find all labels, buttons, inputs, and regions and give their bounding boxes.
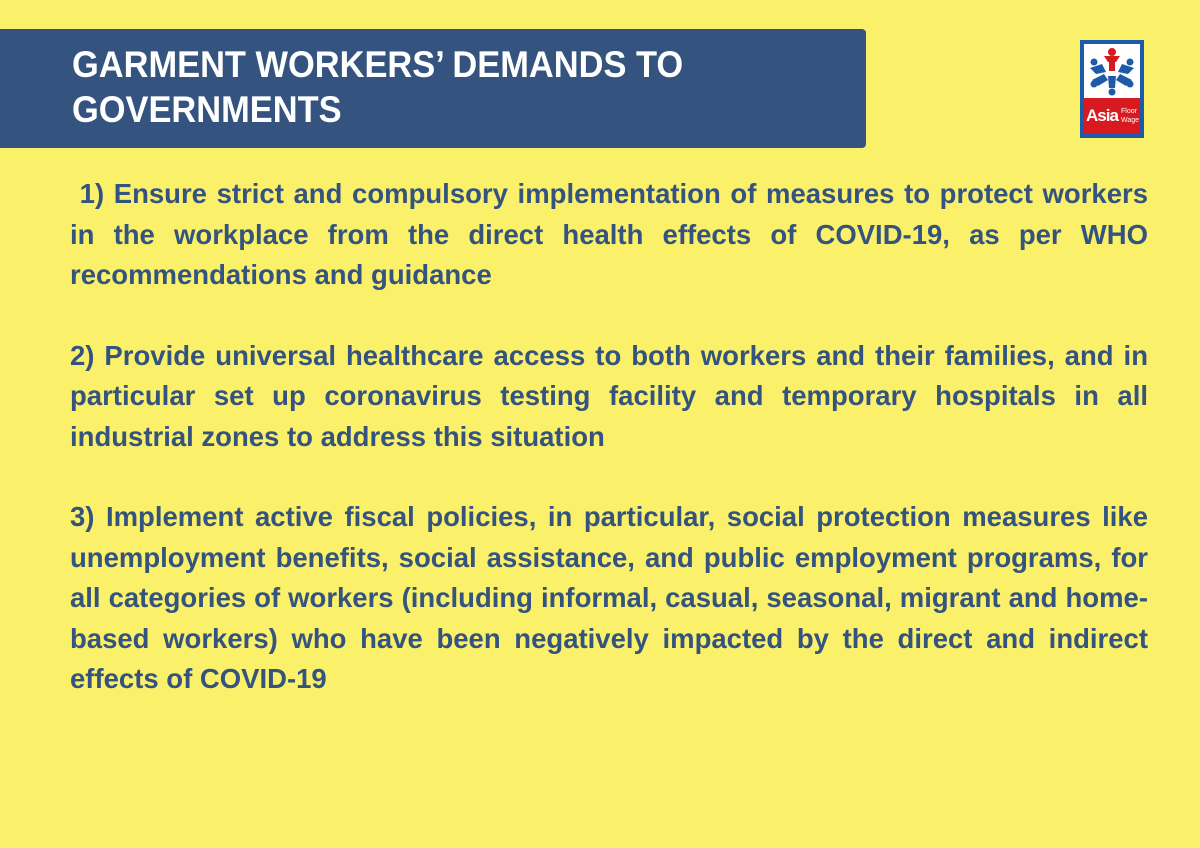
title-line-2: GOVERNMENTS (72, 89, 342, 130)
page-title (72, 42, 810, 132)
demand-item-2: 2) Provide universal healthcare access to both workers and their families, and in particular set up coronavirus testing facility and temporary hospitals in all industrial zones to address this situation (70, 339, 1148, 452)
asia-floor-wage-logo (1080, 40, 1144, 138)
logo-asia-text: Asia (1086, 106, 1118, 125)
title-banner (0, 29, 866, 148)
demands-list (70, 174, 1156, 740)
logo-floor-text: Floor (1121, 108, 1137, 115)
title-line-1: GARMENT WORKERS’ DEMANDS TO (72, 44, 684, 85)
logo-wage-text: Wage (1121, 117, 1140, 124)
demand-item-1: 1) Ensure strict and compulsory implementation of measures to protect workers in the workplace from the direct health effects of COVID-19, as per WHO recommendations and guidance (70, 178, 1156, 290)
demand-item-3: 3) Implement active fiscal policies, in particular, social protection measures like unemployment benefits, social assistance, and public employment programs, for all categories of workers (including informal, casual, seasonal, migrant and home-based workers) who have been negatively impacted by the direct and indirect effects of COVID-19 (70, 501, 1148, 694)
